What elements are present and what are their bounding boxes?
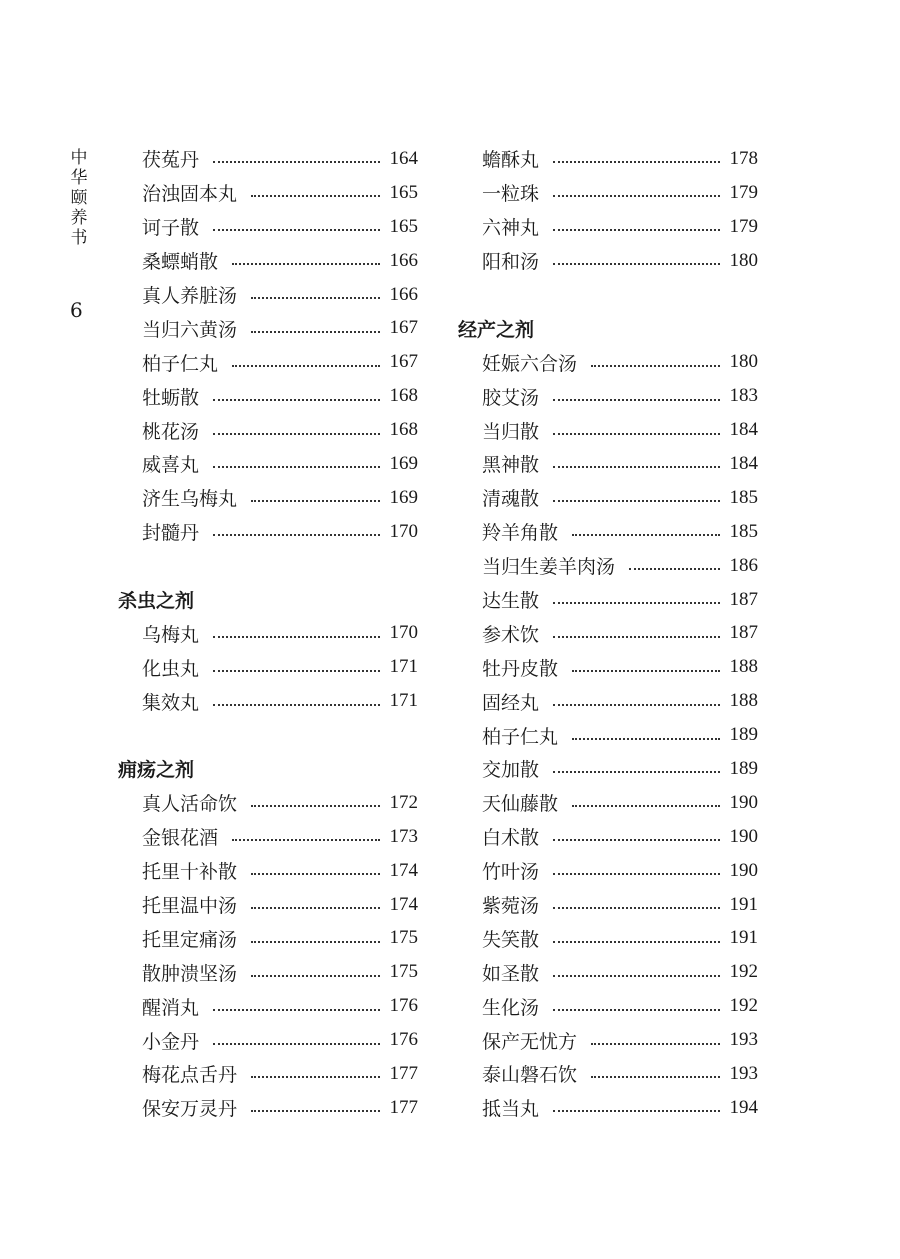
entry-title: 六神丸 xyxy=(482,217,540,240)
dot-leader xyxy=(251,296,380,299)
section-spacer xyxy=(458,278,758,312)
entry-title: 金银花酒 xyxy=(142,827,219,850)
dot-leader xyxy=(591,1042,720,1045)
entry-page-number: 169 xyxy=(389,486,418,508)
entry-page-number: 190 xyxy=(729,791,758,813)
entry-page-number: 171 xyxy=(389,690,418,712)
entry-page-number: 183 xyxy=(729,385,758,407)
dot-leader xyxy=(251,906,380,909)
entry-page-number: 187 xyxy=(729,588,758,610)
entry-page-number: 164 xyxy=(389,147,418,169)
entry-page-number: 185 xyxy=(729,486,758,508)
entry-title: 柏子仁丸 xyxy=(482,725,559,748)
entry-page-number: 180 xyxy=(729,351,758,373)
entry-page-number: 186 xyxy=(729,554,758,576)
entry-title: 集效丸 xyxy=(142,691,200,714)
entry-title: 托里温中汤 xyxy=(142,895,238,918)
dot-leader xyxy=(553,262,720,265)
toc-entry[interactable] xyxy=(118,684,418,718)
dot-leader xyxy=(251,499,380,502)
entry-title: 羚羊角散 xyxy=(482,522,559,545)
dot-leader xyxy=(553,770,720,773)
entry-page-number: 188 xyxy=(729,656,758,678)
entry-page-number: 177 xyxy=(389,1096,418,1118)
entry-title: 桃花汤 xyxy=(142,420,200,443)
toc-entry[interactable] xyxy=(118,820,418,854)
dot-leader xyxy=(553,194,720,197)
entry-title: 当归生姜羊肉汤 xyxy=(482,556,616,579)
toc-entry[interactable] xyxy=(458,1091,758,1125)
section-spacer xyxy=(118,549,418,583)
dot-leader xyxy=(553,228,720,231)
toc-entry[interactable] xyxy=(118,786,418,820)
dot-leader xyxy=(232,364,380,367)
series-title-char: 华 xyxy=(70,168,88,188)
toc-entry[interactable] xyxy=(118,955,418,989)
toc-entry[interactable] xyxy=(458,955,758,989)
dot-leader xyxy=(553,160,720,163)
entry-page-number: 166 xyxy=(389,283,418,305)
entry-page-number: 165 xyxy=(389,181,418,203)
toc-entry[interactable] xyxy=(458,515,758,549)
toc-entry[interactable] xyxy=(458,413,758,447)
toc-entry[interactable] xyxy=(118,515,418,549)
entry-title: 威喜丸 xyxy=(142,454,200,477)
dot-leader xyxy=(251,872,380,875)
entry-title: 白术散 xyxy=(482,827,540,850)
entry-title: 黑神散 xyxy=(482,454,540,477)
entry-page-number: 191 xyxy=(729,927,758,949)
dot-leader xyxy=(591,364,720,367)
dot-leader xyxy=(213,1042,380,1045)
entry-title: 托里定痛汤 xyxy=(142,928,238,951)
entry-page-number: 178 xyxy=(729,147,758,169)
entry-title: 竹叶汤 xyxy=(482,861,540,884)
dot-leader xyxy=(213,669,380,672)
section-spacer xyxy=(118,718,418,752)
dot-leader xyxy=(251,194,380,197)
dot-leader xyxy=(572,804,720,807)
dot-leader xyxy=(553,906,720,909)
entry-title: 一粒珠 xyxy=(482,183,540,206)
dot-leader xyxy=(572,533,720,536)
entry-page-number: 193 xyxy=(729,1029,758,1051)
entry-page-number: 176 xyxy=(389,1029,418,1051)
toc-entry[interactable] xyxy=(458,684,758,718)
toc-entry[interactable] xyxy=(458,786,758,820)
entry-title: 茯菟丹 xyxy=(142,149,200,172)
section-heading: 杀虫之剂 xyxy=(118,590,195,613)
entry-page-number: 168 xyxy=(389,385,418,407)
toc-left-column xyxy=(118,142,418,1125)
dot-leader xyxy=(553,465,720,468)
entry-title: 诃子散 xyxy=(142,217,200,240)
entry-page-number: 177 xyxy=(389,1062,418,1084)
dot-leader xyxy=(251,940,380,943)
toc-entry[interactable] xyxy=(118,1091,418,1125)
dot-leader xyxy=(553,398,720,401)
toc-entry[interactable] xyxy=(458,142,758,176)
entry-page-number: 172 xyxy=(389,791,418,813)
entry-page-number: 179 xyxy=(729,181,758,203)
dot-leader xyxy=(213,635,380,638)
entry-page-number: 173 xyxy=(389,825,418,847)
toc-entry[interactable] xyxy=(118,650,418,684)
toc-entry[interactable] xyxy=(458,752,758,786)
toc-entry[interactable] xyxy=(118,1023,418,1057)
dot-leader xyxy=(213,160,380,163)
dot-leader xyxy=(251,1109,380,1112)
entry-title: 小金丹 xyxy=(142,1030,200,1053)
series-title-char: 中 xyxy=(70,148,88,168)
toc-entry[interactable] xyxy=(458,549,758,583)
entry-title: 桑螵蛸散 xyxy=(142,251,219,274)
dot-leader xyxy=(213,533,380,536)
entry-page-number: 188 xyxy=(729,690,758,712)
entry-title: 乌梅丸 xyxy=(142,623,200,646)
toc-entry[interactable] xyxy=(118,345,418,379)
entry-title: 抵当丸 xyxy=(482,1098,540,1121)
entry-title: 托里十补散 xyxy=(142,861,238,884)
entry-title: 参术饮 xyxy=(482,623,540,646)
toc-entry[interactable] xyxy=(118,244,418,278)
toc-entry[interactable] xyxy=(458,481,758,515)
entry-title: 蟾酥丸 xyxy=(482,149,540,172)
entry-page-number: 191 xyxy=(729,893,758,915)
toc-entry[interactable] xyxy=(458,1023,758,1057)
dot-leader xyxy=(251,974,380,977)
entry-page-number: 190 xyxy=(729,825,758,847)
entry-page-number: 166 xyxy=(389,249,418,271)
toc-right-column xyxy=(458,142,758,1125)
entry-title: 交加散 xyxy=(482,759,540,782)
entry-page-number: 194 xyxy=(729,1096,758,1118)
dot-leader xyxy=(553,872,720,875)
dot-leader xyxy=(629,567,720,570)
entry-page-number: 179 xyxy=(729,215,758,237)
entry-page-number: 175 xyxy=(389,927,418,949)
toc-entry[interactable] xyxy=(458,1057,758,1091)
toc-entry[interactable] xyxy=(118,447,418,481)
dot-leader xyxy=(553,1008,720,1011)
dot-leader xyxy=(553,940,720,943)
entry-page-number: 170 xyxy=(389,520,418,542)
dot-leader xyxy=(213,432,380,435)
dot-leader xyxy=(553,703,720,706)
entry-page-number: 192 xyxy=(729,961,758,983)
toc-entry[interactable] xyxy=(458,583,758,617)
toc-entry[interactable] xyxy=(458,616,758,650)
entry-page-number: 187 xyxy=(729,622,758,644)
dot-leader xyxy=(572,669,720,672)
dot-leader xyxy=(572,737,720,740)
entry-title: 牡蛎散 xyxy=(142,386,200,409)
entry-page-number: 175 xyxy=(389,961,418,983)
entry-title: 保安万灵丹 xyxy=(142,1098,238,1121)
entry-title: 当归散 xyxy=(482,420,540,443)
entry-title: 醒消丸 xyxy=(142,996,200,1019)
entry-page-number: 190 xyxy=(729,859,758,881)
dot-leader xyxy=(553,838,720,841)
entry-page-number: 189 xyxy=(729,757,758,779)
toc-entry[interactable] xyxy=(458,447,758,481)
dot-leader xyxy=(553,601,720,604)
entry-page-number: 174 xyxy=(389,893,418,915)
entry-page-number: 168 xyxy=(389,419,418,441)
toc-entry[interactable] xyxy=(458,854,758,888)
series-title-char: 书 xyxy=(70,228,88,248)
entry-page-number: 185 xyxy=(729,520,758,542)
entry-page-number: 192 xyxy=(729,995,758,1017)
dot-leader xyxy=(213,398,380,401)
entry-page-number: 167 xyxy=(389,351,418,373)
dot-leader xyxy=(553,499,720,502)
toc-entry[interactable] xyxy=(458,345,758,379)
dot-leader xyxy=(553,974,720,977)
entry-title: 保产无忧方 xyxy=(482,1030,578,1053)
dot-leader xyxy=(213,465,380,468)
toc-entry[interactable] xyxy=(458,989,758,1023)
entry-title: 柏子仁丸 xyxy=(142,352,219,375)
section-heading: 经产之剂 xyxy=(458,318,535,341)
entry-page-number: 171 xyxy=(389,656,418,678)
entry-page-number: 189 xyxy=(729,724,758,746)
toc-entry[interactable] xyxy=(118,176,418,210)
toc-entry[interactable] xyxy=(458,379,758,413)
entry-page-number: 193 xyxy=(729,1062,758,1084)
dot-leader xyxy=(213,1008,380,1011)
entry-title: 化虫丸 xyxy=(142,657,200,680)
entry-page-number: 174 xyxy=(389,859,418,881)
toc-entry[interactable] xyxy=(118,278,418,312)
entry-title: 胶艾汤 xyxy=(482,386,540,409)
entry-title: 达生散 xyxy=(482,590,540,613)
dot-leader xyxy=(232,262,380,265)
series-title-vertical xyxy=(68,148,90,248)
dot-leader xyxy=(553,432,720,435)
toc-entry[interactable] xyxy=(458,244,758,278)
dot-leader xyxy=(251,804,380,807)
toc-entry[interactable] xyxy=(458,176,758,210)
toc-entry[interactable] xyxy=(118,413,418,447)
toc-entry[interactable] xyxy=(118,210,418,244)
toc-entry[interactable] xyxy=(118,888,418,922)
dot-leader xyxy=(553,635,720,638)
entry-title: 生化汤 xyxy=(482,996,540,1019)
entry-title: 当归六黄汤 xyxy=(142,318,238,341)
entry-title: 固经丸 xyxy=(482,691,540,714)
entry-title: 阳和汤 xyxy=(482,251,540,274)
toc-entry[interactable] xyxy=(118,481,418,515)
entry-page-number: 167 xyxy=(389,317,418,339)
toc-entry[interactable] xyxy=(118,854,418,888)
dot-leader xyxy=(251,1075,380,1078)
entry-title: 泰山磐石饮 xyxy=(482,1064,578,1087)
dot-leader xyxy=(232,838,380,841)
dot-leader xyxy=(553,1109,720,1112)
series-title-char: 颐 xyxy=(70,188,88,208)
dot-leader xyxy=(213,228,380,231)
toc-entry[interactable] xyxy=(118,142,418,176)
toc-entry[interactable] xyxy=(458,820,758,854)
toc-entry[interactable] xyxy=(118,311,418,345)
entry-title: 真人养脏汤 xyxy=(142,285,238,307)
entry-page-number: 184 xyxy=(729,419,758,441)
entry-page-number: 184 xyxy=(729,452,758,474)
entry-title: 散肿溃坚汤 xyxy=(142,962,238,985)
entry-page-number: 176 xyxy=(389,995,418,1017)
entry-title: 治浊固本丸 xyxy=(142,183,238,206)
toc-entry[interactable] xyxy=(118,989,418,1023)
toc-entry[interactable] xyxy=(118,379,418,413)
series-title-char: 养 xyxy=(70,208,88,228)
entry-title: 济生乌梅丸 xyxy=(142,488,238,511)
dot-leader xyxy=(251,330,380,333)
toc-entry[interactable] xyxy=(118,921,418,955)
dot-leader xyxy=(591,1075,720,1078)
entry-title: 如圣散 xyxy=(482,962,540,985)
entry-title: 失笑散 xyxy=(482,928,540,951)
dot-leader xyxy=(213,703,380,706)
toc-entry[interactable] xyxy=(458,650,758,684)
entry-title: 真人活命饮 xyxy=(142,793,238,816)
toc-entry[interactable] xyxy=(458,210,758,244)
entry-title: 紫菀汤 xyxy=(482,895,540,918)
entry-page-number: 170 xyxy=(389,622,418,644)
page-number: 6 xyxy=(70,298,83,322)
entry-title: 天仙藤散 xyxy=(482,793,559,816)
entry-title: 封髓丹 xyxy=(142,522,200,545)
entry-title: 妊娠六合汤 xyxy=(482,352,578,375)
toc-entry[interactable] xyxy=(118,1057,418,1091)
entry-title: 牡丹皮散 xyxy=(482,657,559,680)
entry-title: 清魂散 xyxy=(482,488,540,511)
toc-entry[interactable] xyxy=(458,718,758,752)
entry-page-number: 165 xyxy=(389,215,418,237)
toc-entry[interactable] xyxy=(118,616,418,650)
entry-title: 梅花点舌丹 xyxy=(142,1064,238,1087)
toc-entry[interactable] xyxy=(458,921,758,955)
section-heading: 痈疡之剂 xyxy=(118,759,195,782)
entry-page-number: 180 xyxy=(729,249,758,271)
entry-page-number: 169 xyxy=(389,452,418,474)
toc-entry[interactable] xyxy=(458,888,758,922)
